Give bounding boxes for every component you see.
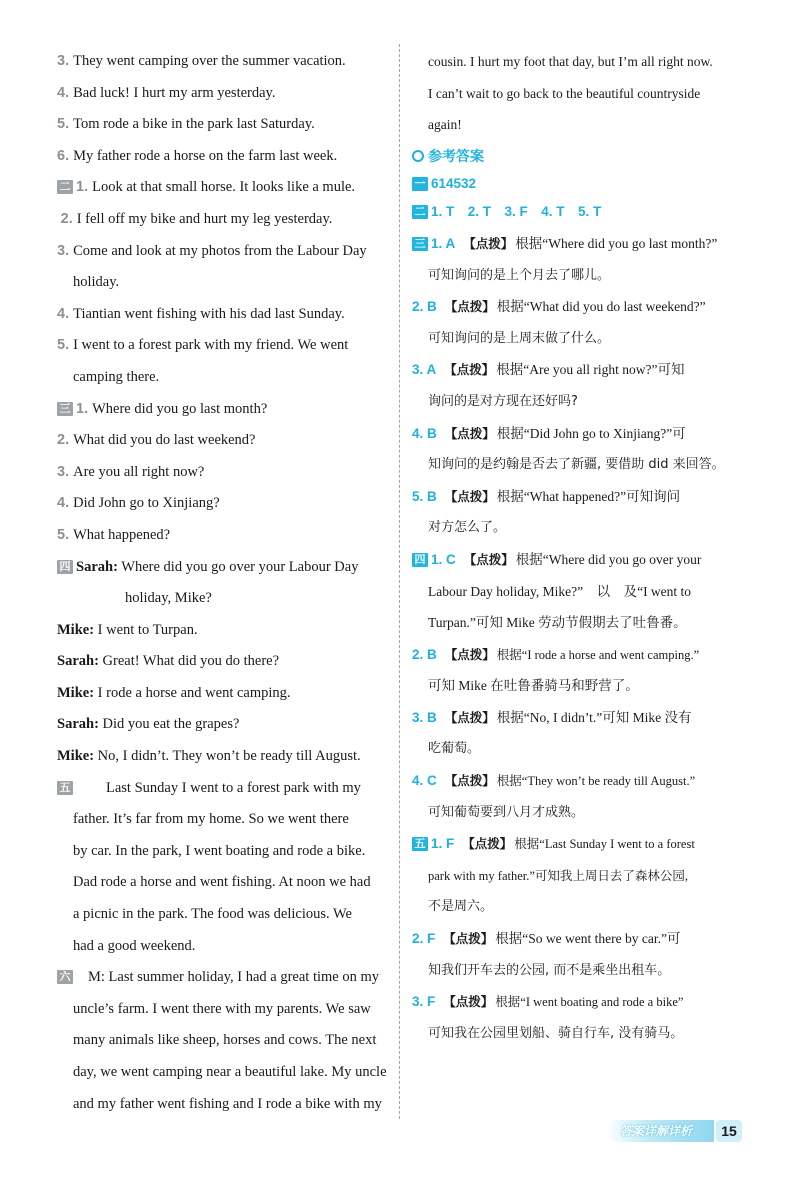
line: 5. Tom rode a bike in the park last Saturday. [57,116,315,133]
line: 2. I fell off my bike and hurt my leg yesterday. [60,210,333,227]
line: 4. B 【点拨】 根据“Did John go to Xinjiang?”可 [412,425,686,441]
line: 2. What did you do last weekend? [57,432,256,449]
line: 4. Tiantian went fishing with his dad last Sunday. [57,305,345,322]
page-footer [606,1120,746,1142]
line: Sarah: Great! What did you do there? [57,653,280,670]
line: 二 1. T 2. T 3. F 4. T 5. T [412,196,746,228]
column-divider [399,44,400,1119]
line: 2. F 【点拨】 根据“So we went there by car.”可 [412,931,681,947]
left-column [57,46,387,1120]
line: day, we went camping near a beautiful lake. My uncle [73,1064,387,1080]
line: 3. They went camping over the summer vacation. [57,53,346,69]
line: 询问的是对方现在还好吗? [428,393,578,409]
line: 四 1. C 【点拨】 根据“Where did you go over your [412,544,746,576]
line: Mike: I rode a horse and went camping. [57,684,291,701]
line: a picnic in the park. The food was delicious. We [73,906,352,923]
section-badge: 一 [412,177,428,191]
line: 4. Did John go to Xinjiang? [57,495,220,512]
line: park with my father.”可知我上周日去了森林公园, [428,868,689,883]
line: 2. B 【点拨】 根据“What did you do last weekend?” [412,299,706,315]
line: 5. What happened? [57,526,171,543]
section-badge: 四 [57,560,73,574]
line: 吃葡萄。 [428,741,481,757]
line: Sarah: Did you eat the grapes? [57,716,240,733]
line: and my father went fishing and I rode a bike with my [73,1095,382,1112]
line: 五 Last Sunday I went to a forest park with my [57,773,387,805]
section-badge: 四 [412,553,428,567]
line: camping there. [73,368,160,385]
line: cousin. I hurt my foot that day, but I’m all right now. [428,54,713,69]
line: 3. A 【点拨】 根据“Are you all right now?”可知 [412,362,685,378]
line: I can’t wait to go back to the beautiful countryside [428,85,701,101]
line: many animals like sheep, horses and cows. The next [73,1032,377,1049]
line: 可知葡萄要到八月才成熟。 [428,804,585,820]
paperclip-icon [412,150,424,162]
line: Labour Day holiday, Mike?” 以 及“I went to [428,583,692,599]
line: Turpan.”可知 Mike 劳动节假期去了吐鲁番。 [428,615,687,631]
line: father. It’s far from my home. So we went there [73,811,349,828]
line: 可知我在公园里划船、骑自行车, 没有骑马。 [428,1025,684,1041]
line: 可知询问的是上个月去了哪儿。 [428,267,611,283]
line: again! [428,117,462,133]
section-badge: 三 [412,237,428,251]
line: 3. B 【点拨】 根据“No, I didn’t.”可知 Mike 没有 [412,709,692,725]
section-badge: 五 [412,837,428,851]
line: Mike: No, I didn’t. They won’t be ready till August. [57,748,361,765]
page-number: 15 [716,1120,742,1142]
line: uncle’s farm. I went there with my parents. We saw [73,1000,371,1017]
section-badge: 二 [57,180,73,194]
line: by car. In the park, I went boating and rode a bike. [73,842,366,859]
line: 四 Sarah: Where did you go over your Labour Day [57,552,387,584]
line: 3. F 【点拨】 根据“I went boating and rode a bike” [412,994,684,1010]
line: 不是周六。 [428,899,494,915]
line: 三 1. A 【点拨】 根据“Where did you go last month?” [412,228,746,260]
line: 3. Are you all right now? [57,463,205,480]
line: Dad rode a horse and went fishing. At noon we had [73,874,371,891]
line: 4. C 【点拨】 根据“They won’t be ready till August.” [412,773,696,789]
section-badge: 六 [57,970,73,984]
line: 六 M: Last summer holiday, I had a great time on my [57,962,387,994]
line: holiday, Mike? [125,590,212,607]
line: 5. B 【点拨】 根据“What happened?”可知询问 [412,488,681,504]
line: 2. B 【点拨】 根据“I rode a horse and went camping.” [412,646,700,662]
line: 知我们开车去的公园, 而不是乘坐出租车。 [428,962,671,978]
line: Mike: I went to Turpan. [57,621,198,638]
line: 3. Come and look at my photos from the Labour Day [57,242,367,259]
answers-heading: 参考答案 [412,141,746,173]
line: 可知 Mike 在吐鲁番骑马和野营了。 [428,678,639,694]
line: 4. Bad luck! I hurt my arm yesterday. [57,84,276,101]
line: 知询问的是约翰是否去了新疆, 要借助 did 来回答。 [428,457,725,473]
line: 对方怎么了。 [428,520,507,536]
line: 三 1. Where did you go last month? [57,394,387,426]
line: 可知询问的是上周末做了什么。 [428,330,611,346]
line: 6. My father rode a horse on the farm last week. [57,147,338,164]
line: holiday. [73,274,120,291]
line: 二 1. Look at that small horse. It looks like a mule. [57,172,387,204]
footer-label: 答案详解详析 [620,1124,693,1138]
line: 五 1. F 【点拨】 根据“Last Sunday I went to a forest [412,828,746,860]
right-column [412,46,746,1049]
section-badge: 三 [57,402,73,416]
section-badge: 五 [57,781,73,795]
line: 一 614532 [412,172,746,196]
line: had a good weekend. [73,937,196,954]
line: 5. I went to a forest park with my friend. We went [57,337,349,354]
section-badge: 二 [412,205,428,219]
